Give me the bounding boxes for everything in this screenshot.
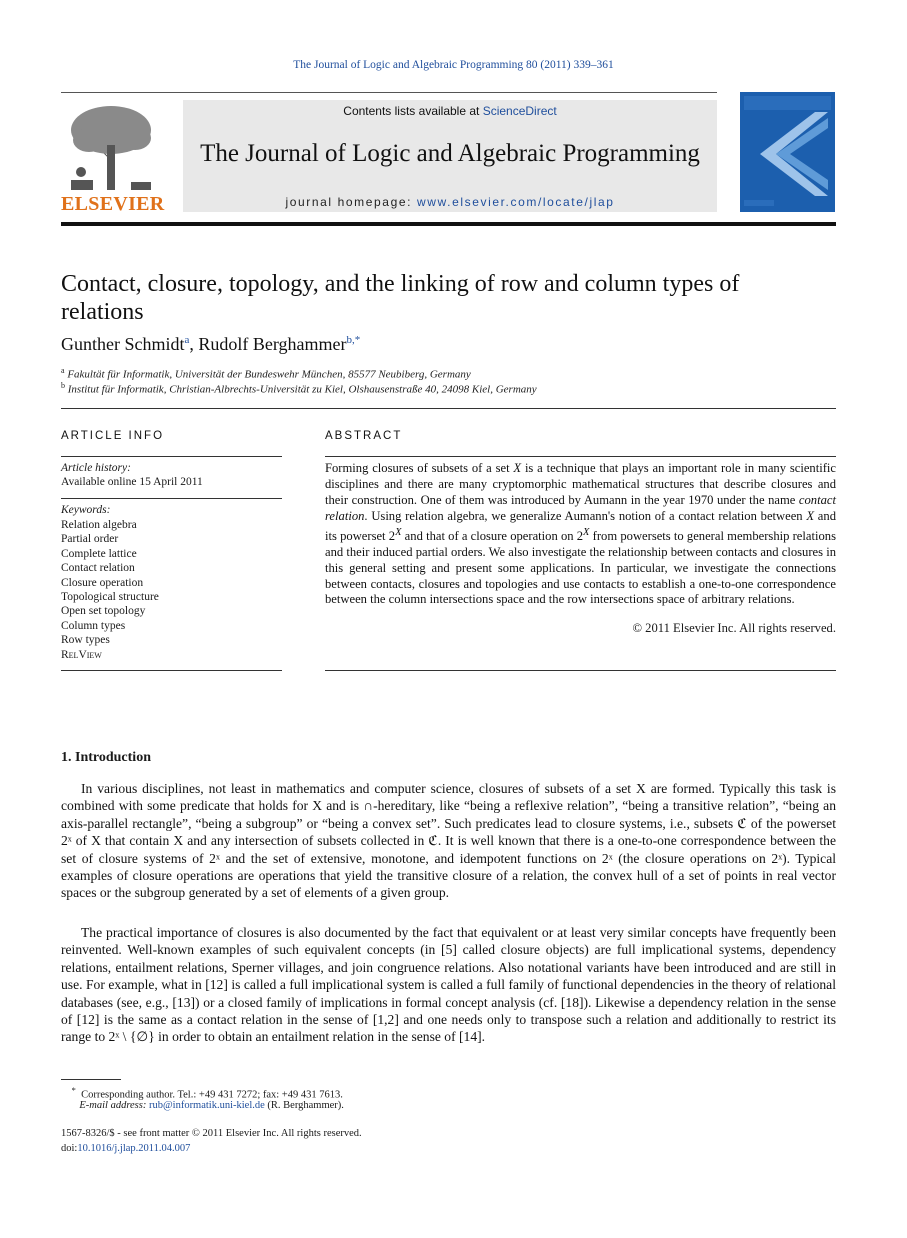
- doi-link[interactable]: 10.1016/j.jlap.2011.04.007: [77, 1143, 191, 1154]
- keyword-item: Column types: [61, 619, 126, 632]
- author-1-affil-mark[interactable]: a: [184, 334, 190, 346]
- abstract-var: X: [583, 526, 590, 538]
- doi-label: doi:: [61, 1143, 78, 1154]
- abstract-rule: [325, 670, 836, 671]
- affiliation-b-text: Institut für Informatik, Christian-Albrechts-Universität zu Kiel, Olshausenstraße 40, 24098 Kiel, Germany: [67, 383, 537, 396]
- footnote-email: [61, 1100, 344, 1111]
- abstract-heading: ABSTRACT: [325, 430, 403, 442]
- abstract-var: X: [513, 461, 522, 475]
- keywords-list: [61, 518, 281, 662]
- header-thick-rule: [61, 222, 836, 226]
- email-suffix: (R. Berghammer).: [264, 1100, 344, 1111]
- article-info-rule: [61, 498, 282, 499]
- keyword-item: Complete lattice: [61, 547, 137, 560]
- article-info-rule: [61, 456, 282, 457]
- abstract-var: X: [395, 526, 402, 538]
- footnote-corresponding-author: [61, 1085, 343, 1101]
- article-history-value: Available online 15 April 2011: [61, 476, 203, 488]
- abstract-rule: [325, 456, 836, 457]
- author-2-affil-mark[interactable]: b,*: [346, 334, 361, 346]
- affiliation-a-text: Fakultät für Informatik, Universität der Bundeswehr München, 85577 Neubiberg, Germany: [67, 368, 471, 381]
- contents-prefix: Contents lists available at: [343, 104, 483, 118]
- keyword-item: Open set topology: [61, 605, 146, 618]
- abstract-part: . Using relation algebra, we generalize Aumann's notion of a contact relation between: [364, 508, 807, 523]
- body-paragraph: In various disciplines, not least in mathematics and computer science, closures of subsets of a set X are formed. Typically this task is combined with some predicate that holds for X and is ∩-hereditary, like “being a reflexive relation”, “being a transitive relation”, “being an axis-parallel rectangle”, “being a subgroup” or “being a convex set”. Such predicates lead to closure systems, i.e., subsets ℭ of the powerset 2ˣ of X that contain X and any intersection of subsets collected in ℭ. It is well known that there is a one-to-one correspondence between the set of closure systems of 2ˣ and the set of extensive, monotone, and idempotent functions on 2ˣ (the closure operations on 2ˣ). Typical examples of closure operations are operations that yield the transitive closure of a relation, the convex hull of a set of points in real vector spaces or the subgroup generated by a set of elements of a given group.: [61, 781, 836, 901]
- footnote-text: Corresponding author. Tel.: +49 431 7272; fax: +49 431 7613.: [81, 1089, 343, 1101]
- footnote-rule: [61, 1079, 121, 1080]
- author-list: Gunther Schmidt$^a$, Rudolf Berghammer$^{b,*}$: [61, 334, 361, 354]
- homepage-prefix: journal homepage:: [285, 195, 417, 209]
- journal-cover-image: [740, 92, 835, 212]
- email-label: E-mail address:: [79, 1100, 149, 1111]
- keyword-item: Topological structure: [61, 591, 159, 604]
- affiliation-a-mark: a: [61, 366, 65, 375]
- doi-line: [61, 1143, 190, 1154]
- author-1: Gunther Schmidt: [61, 334, 185, 354]
- abstract-part: and that of a closure operation on 2: [401, 528, 584, 543]
- section-heading-introduction: 1. Introduction: [61, 750, 151, 765]
- abstract-var: X: [806, 508, 815, 523]
- abstract-part: from powersets to general membership relations and their induced partial orders. We also investigate the relationship between contacts and closures in this general setting and present some applications. In particular, we investigate the connections between contacts, closures and topologies and use contacts to establish a one-to-one correspondence between the column intersections space and the row intersections space of arbitrary relations.: [325, 528, 836, 607]
- header-rule: [61, 92, 717, 93]
- body-paragraph: The practical importance of closures is also documented by the fact that equivalent or at least very similar concepts have frequently been reinvented. Well-known examples of such equivalent concepts (in [5] called closure objects) are full implicational systems, dependency relations, entailment relations, Sperner villages, and join congruence relations. Also notational variants have been introduced and are still in use. For example, what in [12] is called a full implicational system is called a full family of functional dependencies in the theory of relational databases (see, e.g., [13]) or a closed family of implications in formal concept analysis (cf. [18]). Likewise a dependency relation in the sense of [12] is the same as a contact relation in the sense of [1,2] and one needs only to transpose such a relation and additionally to restrict its range to 2ˣ \ {∅} in order to obtain an entailment relation in the sense of [14].: [61, 925, 836, 1045]
- email-link[interactable]: rub@informatik.uni-kiel.de: [148, 1100, 265, 1111]
- keyword-item: Relation algebra: [61, 519, 137, 531]
- abstract-part: Forming closures of subsets of a set: [325, 461, 514, 475]
- affiliation-a: [61, 366, 821, 381]
- keyword-item: Contact relation: [61, 562, 135, 575]
- keyword-item: RelView: [61, 648, 102, 661]
- journal-title: The Journal of Logic and Algebraic Programming: [200, 140, 700, 167]
- article-history-label: Article history:: [61, 462, 131, 474]
- journal-reference[interactable]: The Journal of Logic and Algebraic Programming 80 (2011) 339–361: [293, 59, 614, 71]
- homepage-line: [183, 195, 717, 209]
- affiliation-b: [61, 381, 821, 396]
- article-info-heading: ARTICLE INFO: [61, 430, 165, 442]
- issn-line: 1567-8326/$ - see front matter © 2011 Elsevier Inc. All rights reserved.: [61, 1128, 362, 1139]
- abstract-text: [325, 461, 836, 608]
- contents-line: [183, 104, 717, 118]
- abstract-copyright: © 2011 Elsevier Inc. All rights reserved.: [632, 621, 836, 635]
- section-rule: [61, 408, 836, 409]
- author-2: Rudolf Berghammer: [198, 334, 347, 354]
- homepage-link[interactable]: www.elsevier.com/locate/jlap: [417, 195, 615, 209]
- article-title: Contact, closure, topology, and the linking of row and column types of relations: [61, 271, 740, 325]
- footnote-mark: *: [71, 1085, 76, 1095]
- article-info-rule: [61, 670, 282, 671]
- abstract-part: and its powerset 2: [325, 508, 836, 543]
- affiliation-b-mark: b: [61, 381, 65, 390]
- abstract-term: contact relation: [325, 492, 836, 523]
- sciencedirect-link[interactable]: ScienceDirect: [482, 104, 557, 118]
- keyword-item: Closure operation: [61, 576, 144, 589]
- keywords-label: Keywords:: [61, 504, 111, 516]
- keyword-item: Partial order: [61, 533, 119, 546]
- elsevier-wordmark: ELSEVIER: [61, 193, 165, 215]
- keyword-item: Row types: [61, 634, 110, 647]
- abstract-part: is a technique that plays an important role in many scientific disciplines and there are many cryptomorphic mathematical structures that describe closures and their construction. One of them was introduced by Aumann in the year 1970 under the name: [325, 461, 836, 507]
